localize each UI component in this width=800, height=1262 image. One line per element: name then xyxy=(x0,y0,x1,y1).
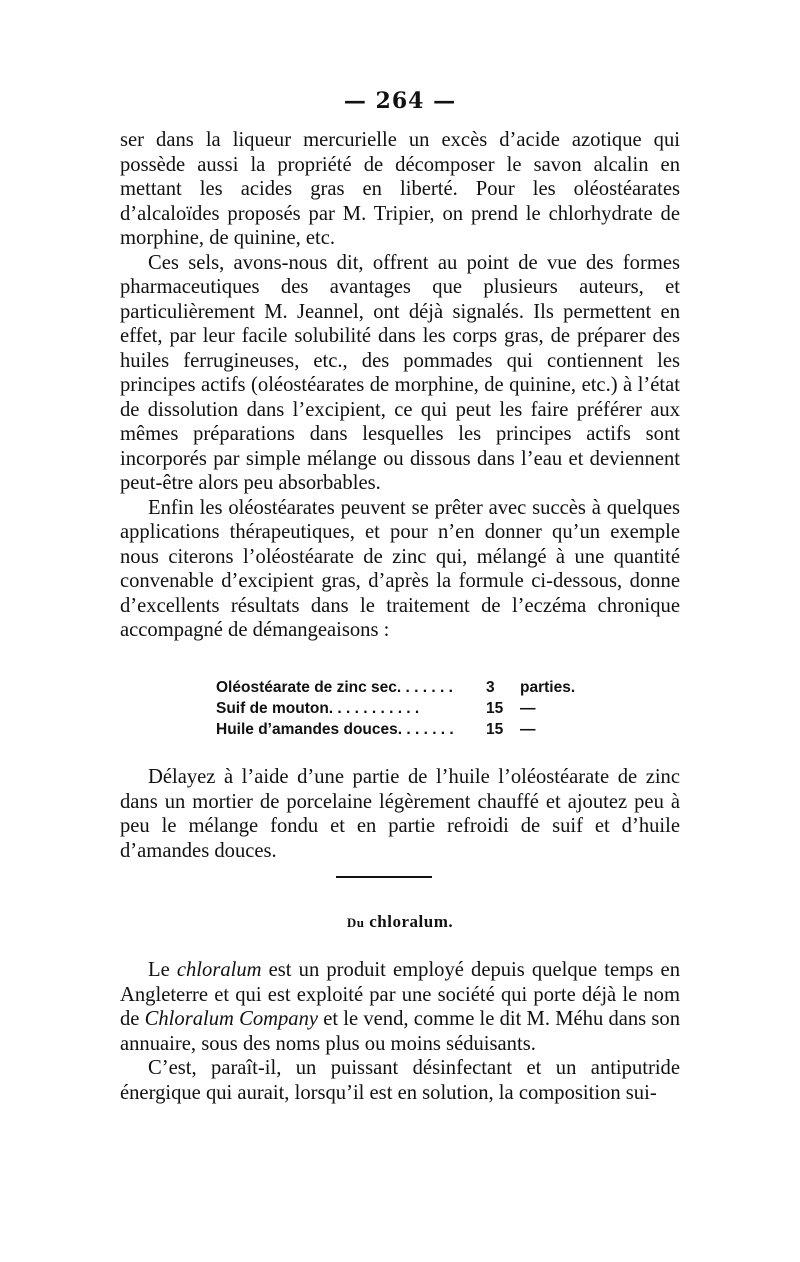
recipe-row xyxy=(216,698,616,719)
paragraph-continuation: ser dans la liqueur mercurielle un excès d’acide azotique qui possède aussi la propriété de décomposer le savon alcalin en mettant les acides gras en liberté. Pour les oléostéarates d’alcaloïdes proposés par M. Tripier, on prend le chlorhydrate de morphine, de quinine, etc. xyxy=(120,129,680,249)
italic-term: chloralum xyxy=(176,959,262,981)
paragraph-delayez: Délayez à l’aide d’une partie de l’huile l’oléostéarate de zinc dans un mortier de porcelaine légèrement chauffé et ajoutez peu à peu le mélange fondu et en partie refroidi de suif et d’huile d’amandes douces. xyxy=(120,766,680,862)
ingredient-name: Suif de mouton. . . . . . . . . . . xyxy=(216,700,420,717)
section-heading-title: chloralum. xyxy=(369,912,454,931)
recipe-row xyxy=(216,677,616,698)
text-run: Le xyxy=(148,959,177,981)
ingredient-qty: 3 xyxy=(486,679,495,696)
paragraph-sels: Ces sels, avons-nous dit, offrent au point de vue des formes pharmaceutiques des avantages que plusieurs auteurs, et particulièrement M. Jeannel, ont déjà signalés. Ils permettent en effet, par leur facile solubilité dans les corps gras, de préparer des huiles ferrugineuses, etc., des pommades qui contiennent les principes actifs (oléostéarates de morphine, de quinine, etc.) à l’état de dissolution dans l’excipient, ce qui peut les faire préférer aux mêmes préparations dans lesquelles les principes actifs sont incorporés par simple mélange ou dissous dans l’eau et deviennent peut-être alors peu absorbables. xyxy=(120,251,680,494)
ingredient-unit: — xyxy=(520,721,536,738)
paragraph-chloralum xyxy=(120,958,680,1056)
section-heading xyxy=(0,912,800,932)
section-heading-du: Du xyxy=(346,915,365,930)
text-run: et le vend, comme le dit M. Méhu dans son annuaire, sous des noms plus ou moins séduisants. xyxy=(120,1008,680,1055)
section-divider xyxy=(336,876,432,878)
recipe-row xyxy=(216,719,616,740)
paragraph-enfin: Enfin les oléostéarates peuvent se prêter avec succès à quelques applications thérapeutiques, et pour n’en donner qu’un exemple nous citerons l’oléostéarate de zinc qui, mélangé à une quantité convenable d’excipient gras, d’après la formule ci-dessous, donne d’excellents résultats dans le traitement de l’eczéma chronique accompagné de démangeaisons : xyxy=(120,496,680,641)
ingredient-name: Huile d’amandes douces. . . . . . . xyxy=(216,721,454,738)
italic-term: Chloralum Company xyxy=(144,1008,319,1030)
mid-text-block xyxy=(120,765,680,863)
recipe-formula xyxy=(216,677,616,740)
bottom-text-block xyxy=(120,958,680,1105)
ingredient-qty: 15 xyxy=(486,721,504,738)
ingredient-unit: — xyxy=(520,700,536,717)
ingredient-name: Oléostéarate de zinc sec. . . . . . . xyxy=(216,679,453,696)
top-text-block xyxy=(120,128,680,643)
text-run: est un produit employé depuis quelque temps en Angleterre et qui est exploité par une société qui porte déjà le nom de xyxy=(120,959,680,1030)
ingredient-qty: 15 xyxy=(486,700,504,717)
page-number: — 264 — xyxy=(343,88,457,114)
ingredient-unit: parties. xyxy=(520,679,576,696)
paragraph-cest: C’est, paraît-il, un puissant désinfectant et un antiputride énergique qui aurait, lorsqu’il est en solution, la composition sui- xyxy=(120,1057,680,1104)
